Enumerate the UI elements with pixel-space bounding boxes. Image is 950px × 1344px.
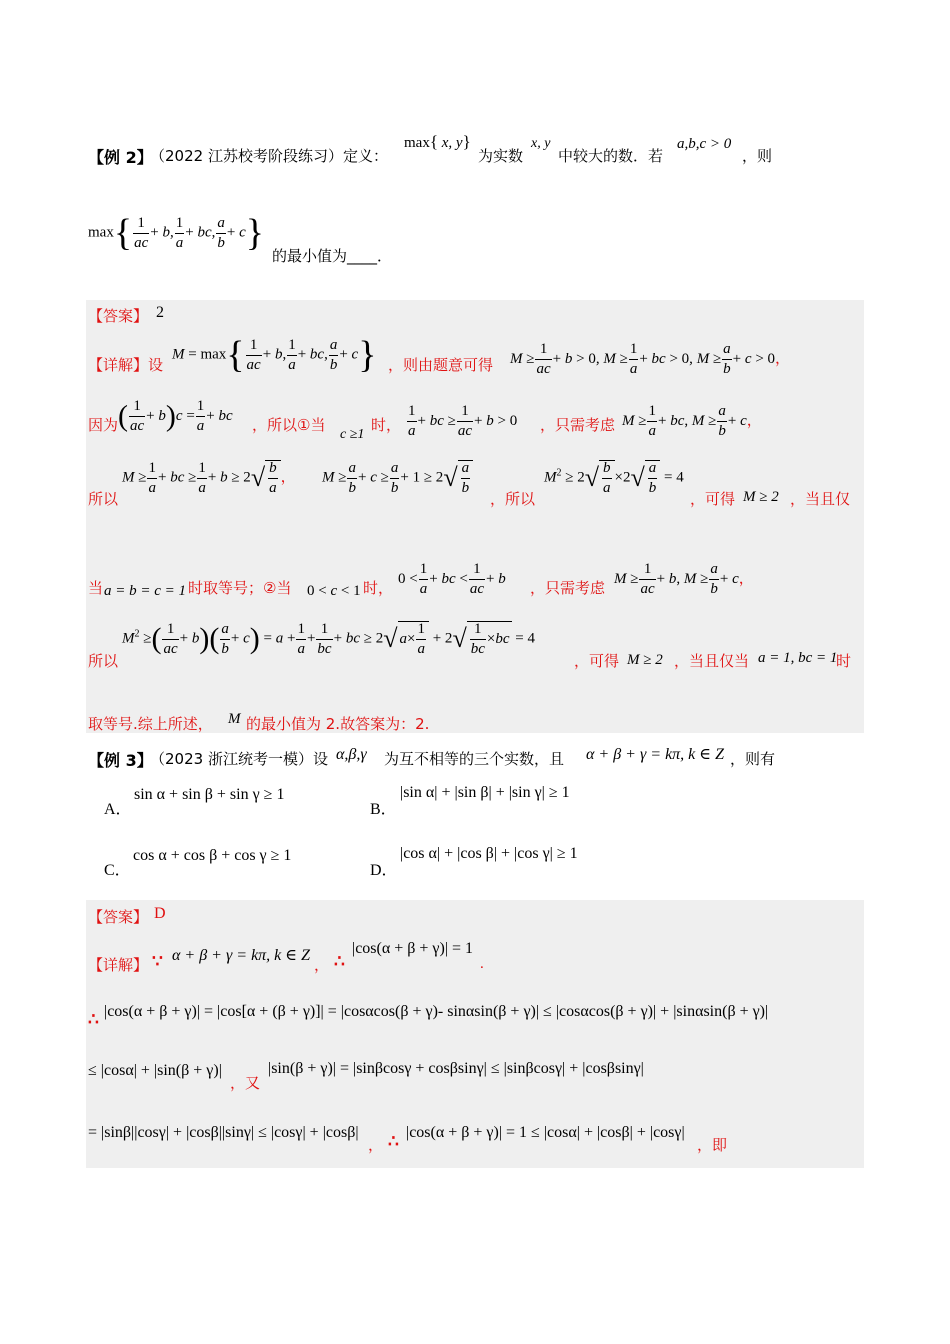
max-definition: max{ x, y} bbox=[404, 132, 471, 151]
max-text: max bbox=[404, 135, 430, 151]
detail3-line4-a: = |sinβ||cosγ| + |cosβ||sinγ| ≤ |cosγ| + |cosβ| bbox=[88, 1124, 359, 1141]
condition: a,b,c > 0 bbox=[677, 136, 732, 152]
answer-blank: ____． bbox=[347, 247, 393, 265]
xy-vars-2: x, y bbox=[531, 136, 551, 151]
so2-text: ，所以 bbox=[490, 490, 536, 508]
case2-product: $M^2$ ≥( $\frac{1}{ac}$ + b)( $\frac{a}{b}$ + c) = a + $\frac{1}{a}$ + $\frac{1}{bc}$ + bc ≥ 2√ a× $\frac{1}{a}$ + 2√ $\frac{1}{bc}$ ×bc = 4 bbox=[122, 620, 535, 657]
then-has-text: ，则有 bbox=[730, 750, 776, 768]
example-2-source: （2022 江苏校考阶段练习）定义： bbox=[150, 147, 388, 165]
iff-text: ，当且仅 bbox=[790, 490, 851, 508]
case1-bound-1: M ≥ $\frac{1}{a}$ + bc ≥ $\frac{1}{a}$ + b ≥ 2√ $\frac{b}{a}$ ， bbox=[122, 459, 296, 496]
min-value-prompt bbox=[272, 245, 392, 266]
option-a-expr[interactable]: sin α + sin β + sin γ ≥ 1 bbox=[134, 786, 285, 803]
case1-consider: M ≥ $\frac{1}{a}$ + bc, M ≥ $\frac{a}{b}$ + c， bbox=[622, 403, 762, 439]
a-bc-eq-1: a = 1, bc = 1 bbox=[758, 650, 838, 666]
detail3-line2: |cos(α + β + γ)| = |cos[α + (β + γ)]| = |cosαcos(β + γ)- sinαsin(β + γ)| ≤ |cosαcos(β + γ)| + |sinαsin(β + γ)| bbox=[104, 1003, 769, 1020]
conclusion2-text: 的最小值为 2.故答案为：2. bbox=[246, 715, 430, 733]
only-text: ，只需考虑 bbox=[540, 416, 616, 434]
min-value-text: 的最小值为 bbox=[272, 247, 348, 265]
m-ge-2-b: M ≥ 2 bbox=[627, 652, 663, 668]
answer-label: 【答案】 bbox=[88, 307, 149, 325]
so-text: 所以 bbox=[88, 490, 119, 508]
example-2-label: 【例 2】 bbox=[88, 148, 153, 167]
c-ge-1: c ≥1 bbox=[340, 427, 365, 442]
detail3-line3-b: |sin(β + γ)| = |sinβcosγ + cosβsinγ| ≤ |sinβcosγ| + |cosβsinγ| bbox=[268, 1060, 644, 1077]
answer-value-3: D bbox=[154, 905, 166, 922]
detail-line-1-label bbox=[88, 354, 163, 375]
distinct-text: 为互不相等的三个实数，且 bbox=[384, 750, 565, 768]
you-text: ，又 bbox=[230, 1074, 261, 1092]
example-3-label: 【例 3】 bbox=[88, 751, 153, 770]
detail-m-definition: M = max{ $\frac{1}{ac}$ + b, $\frac{1}{a}$ + bc, $\frac{a}{b}$ + c} bbox=[172, 334, 377, 376]
option-a-letter[interactable]: A． bbox=[104, 801, 132, 818]
m-ge-2: M ≥ 2 bbox=[743, 489, 779, 505]
among-text: 中较大的数．若 bbox=[558, 147, 664, 165]
detail3-line3-a: ≤ |cosα| + |sin(β + γ)| bbox=[88, 1062, 222, 1079]
detail3-line1-a: α + β + γ = kπ, k ∈ Z bbox=[172, 947, 311, 964]
greek-vars: α,β,γ bbox=[336, 746, 367, 763]
detail-identity: ( $\frac{1}{ac}$ + b)c = $\frac{1}{a}$ + bc bbox=[118, 398, 233, 434]
get2-text: ，可得 bbox=[574, 652, 620, 670]
because-text: 因为 bbox=[88, 416, 119, 434]
comma-2: ， bbox=[368, 1136, 384, 1154]
detail3-line4-b: |cos(α + β + γ)| = 1 ≤ |cosα| + |cosβ| + |cosγ| bbox=[406, 1124, 685, 1141]
set-text: 设 bbox=[148, 356, 164, 374]
option-b-expr[interactable]: |sin α| + |sin β| + |sin γ| ≥ 1 bbox=[400, 784, 570, 801]
period-1: . bbox=[480, 956, 484, 972]
detail-label-3: 【详解】 bbox=[88, 956, 149, 974]
comma-1: ， bbox=[314, 956, 330, 974]
therefore-symbol-3: ∴ bbox=[388, 1132, 399, 1151]
answer-value: 2 bbox=[156, 304, 164, 321]
option-d-expr[interactable]: |cos α| + |cos β| + |cos γ| ≥ 1 bbox=[400, 845, 578, 862]
option-d-letter[interactable]: D． bbox=[370, 862, 398, 879]
detail-label: 【详解】 bbox=[88, 356, 149, 374]
case2-consider: M ≥ $\frac{1}{ac}$ + b, M ≥ $\frac{a}{b}$ + c， bbox=[614, 561, 754, 597]
when2-text: 时， bbox=[363, 579, 394, 597]
when-text: 时， bbox=[371, 416, 402, 434]
xy-vars: x, y bbox=[441, 135, 463, 151]
therefore-symbol-1: ∴ bbox=[334, 952, 345, 971]
dang-text: 当 bbox=[88, 579, 104, 597]
case1-product: $M^2 \ge 2√$ $\frac{b}{a}$ ×2√ $\frac{a}{b}$ = 4 bbox=[544, 460, 684, 496]
max-expression: max{ $\frac{1}{ac}$ + b, $\frac{1}{a}$ + bc, $\frac{a}{b}$ + c} bbox=[88, 212, 264, 254]
then-text: ，则 bbox=[742, 147, 773, 165]
abc-eq-1: a = b = c = 1 bbox=[104, 583, 187, 599]
so3-text: 所以 bbox=[88, 652, 119, 670]
get-text: ，可得 bbox=[690, 490, 736, 508]
from-text: ，则由题意可得 bbox=[388, 356, 494, 374]
c-range: 0 < c < 1 bbox=[307, 583, 361, 599]
therefore-symbol-2: ∴ bbox=[88, 1010, 99, 1029]
case1-inequality: $\frac{1}{a}$ + bc ≥ $\frac{1}{ac}$ + b > 0 bbox=[408, 403, 518, 439]
conclusion-text: 取等号.综上所述， bbox=[88, 715, 213, 733]
only2-text: ，只需考虑 bbox=[530, 579, 606, 597]
so1-text: ，所以①当 bbox=[252, 416, 326, 434]
ji-text: ，即 bbox=[697, 1136, 728, 1154]
detail-inequalities-1: M ≥ $\frac{1}{ac}$ + b > 0, M ≥ $\frac{1}{a}$ + bc > 0, M ≥ $\frac{a}{b}$ + c > 0， bbox=[510, 341, 791, 377]
eq-text: 时取等号；②当 bbox=[188, 579, 292, 597]
case2-inequality: 0 < $\frac{1}{a}$ + bc < $\frac{1}{ac}$ + b bbox=[398, 561, 506, 597]
because-symbol: ∵ bbox=[152, 952, 163, 971]
shi-text: 时 bbox=[836, 652, 852, 670]
sum-condition: α + β + γ = kπ, k ∈ Z bbox=[586, 746, 725, 763]
option-c-letter[interactable]: C． bbox=[104, 862, 131, 879]
is-real-text: 为实数 bbox=[478, 147, 524, 165]
example-3-source: （2023 浙江统考一模）设 bbox=[150, 750, 328, 768]
detail3-line1-b: |cos(α + β + γ)| = 1 bbox=[352, 940, 474, 957]
case1-bound-2: M ≥ $\frac{a}{b}$ + c ≥ $\frac{a}{b}$ + 1 ≥ 2√ $\frac{a}{b}$ bbox=[322, 460, 473, 496]
option-b-letter[interactable]: B． bbox=[370, 801, 397, 818]
option-c-expr[interactable]: cos α + cos β + cos γ ≥ 1 bbox=[133, 847, 292, 864]
iff2-text: ，当且仅当 bbox=[674, 652, 750, 670]
m-var: M bbox=[228, 711, 241, 727]
answer-label-3: 【答案】 bbox=[88, 908, 149, 926]
